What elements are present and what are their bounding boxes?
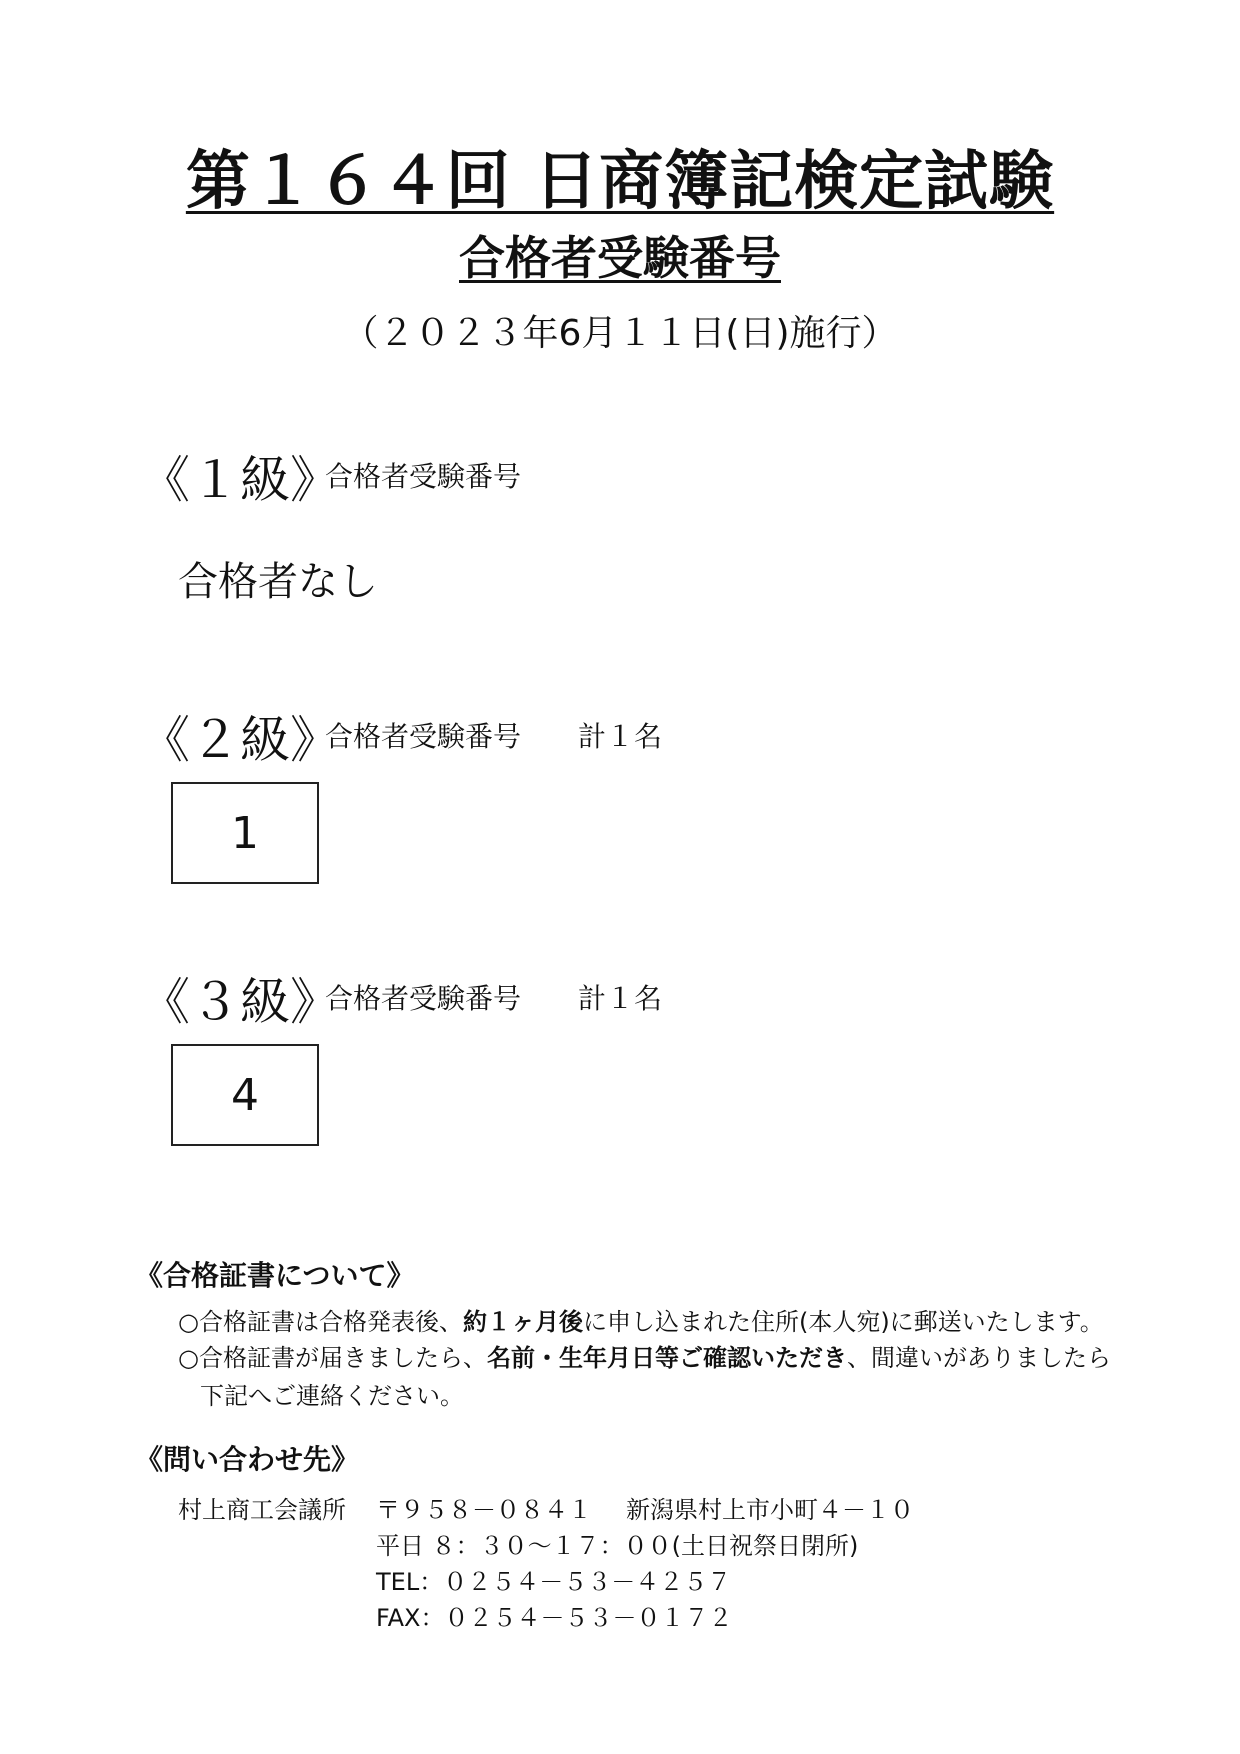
grade-2-number: 1 <box>231 807 259 859</box>
certificate-note-2-suffix: 、間違いがありましたら <box>846 1344 1111 1372</box>
certificate-note-1-prefix: ○合格証書は合格発表後、 <box>178 1308 463 1336</box>
certificate-note-2 <box>178 1338 1111 1373</box>
certificate-note-2-bold: 名前・生年月日等ご確認いただき <box>486 1344 847 1372</box>
page-title: 第１６４回 日商簿記検定試験 <box>185 145 1055 219</box>
contact-tel: TEL：０２５４－５３－４２５７ <box>376 1568 732 1596</box>
contact-org: 村上商工会議所 <box>178 1496 346 1524</box>
page-subtitle: 合格者受験番号 <box>459 231 781 285</box>
contact-address: 新潟県村上市小町４－１０ <box>626 1496 914 1524</box>
grade-1-no-passers: 合格者なし <box>178 559 378 605</box>
certificate-note-2-prefix: ○合格証書が届きましたら、 <box>178 1344 487 1372</box>
certificate-note-3: 下記へご連絡ください。 <box>200 1382 464 1410</box>
certificate-note-1-bold: 約１ヶ月後 <box>462 1308 583 1336</box>
contact-postal: 〒９５８－０８４１ <box>376 1496 592 1524</box>
grade-1-label: 合格者受験番号 <box>325 460 522 493</box>
grade-2-heading: 《２級》 <box>140 711 340 769</box>
grade-2-count: 計１名 <box>578 720 663 753</box>
contact-heading: 《問い合わせ先》 <box>135 1443 360 1476</box>
certificate-heading: 《合格証書について》 <box>135 1259 415 1292</box>
grade-3-heading: 《３級》 <box>140 973 340 1031</box>
grade-1-heading: 《１級》 <box>140 451 340 509</box>
grade-3-count: 計１名 <box>578 982 663 1015</box>
grade-3-number-box <box>171 1044 319 1146</box>
grade-2-label: 合格者受験番号 <box>325 720 522 753</box>
contact-hours: 平日 ８：３０～１７：００(土日祝祭日閉所) <box>376 1532 859 1560</box>
certificate-note-1 <box>178 1302 1104 1337</box>
grade-3-number: 4 <box>231 1069 259 1121</box>
certificate-note-1-suffix: に申し込まれた住所(本人宛)に郵送いたします。 <box>582 1308 1104 1336</box>
exam-date: （２０２３年6月１１日(日)施行） <box>342 313 898 354</box>
grade-2-number-box <box>171 782 319 884</box>
contact-fax: FAX：０２５４－５３－０１７２ <box>376 1604 733 1632</box>
grade-3-label: 合格者受験番号 <box>325 982 522 1015</box>
